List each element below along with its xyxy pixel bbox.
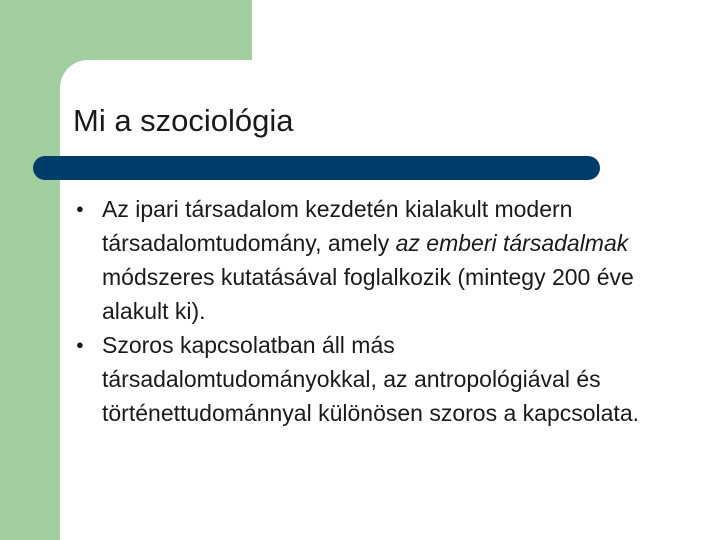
- bullet-1-text-end: módszeres kutatásával foglalkozik (mintegy 200 éve alakult ki).: [102, 264, 634, 324]
- bullet-dot-icon: ●: [76, 201, 84, 216]
- bullet-dot-icon: ●: [76, 337, 84, 352]
- bullet-item-1: [72, 192, 672, 328]
- green-left-strip: [0, 0, 60, 540]
- title-underline-bar: [33, 156, 600, 180]
- bullet-1-text: Az ipari társadalom kezdetén kialakult modern társadalomtudomány, amely: [102, 196, 573, 256]
- bullet-list: [72, 192, 672, 430]
- bullet-2-text: Szoros kapcsolatban áll más társadalomtudományokkal, az antropológiával és történettudománnyal különösen szoros a kapcsolata.: [102, 332, 639, 426]
- slide-title: Mi a szociológia: [73, 103, 294, 138]
- bullet-1-italic-text: az emberi társadalmak: [395, 230, 629, 256]
- bullet-item-2: [72, 328, 672, 430]
